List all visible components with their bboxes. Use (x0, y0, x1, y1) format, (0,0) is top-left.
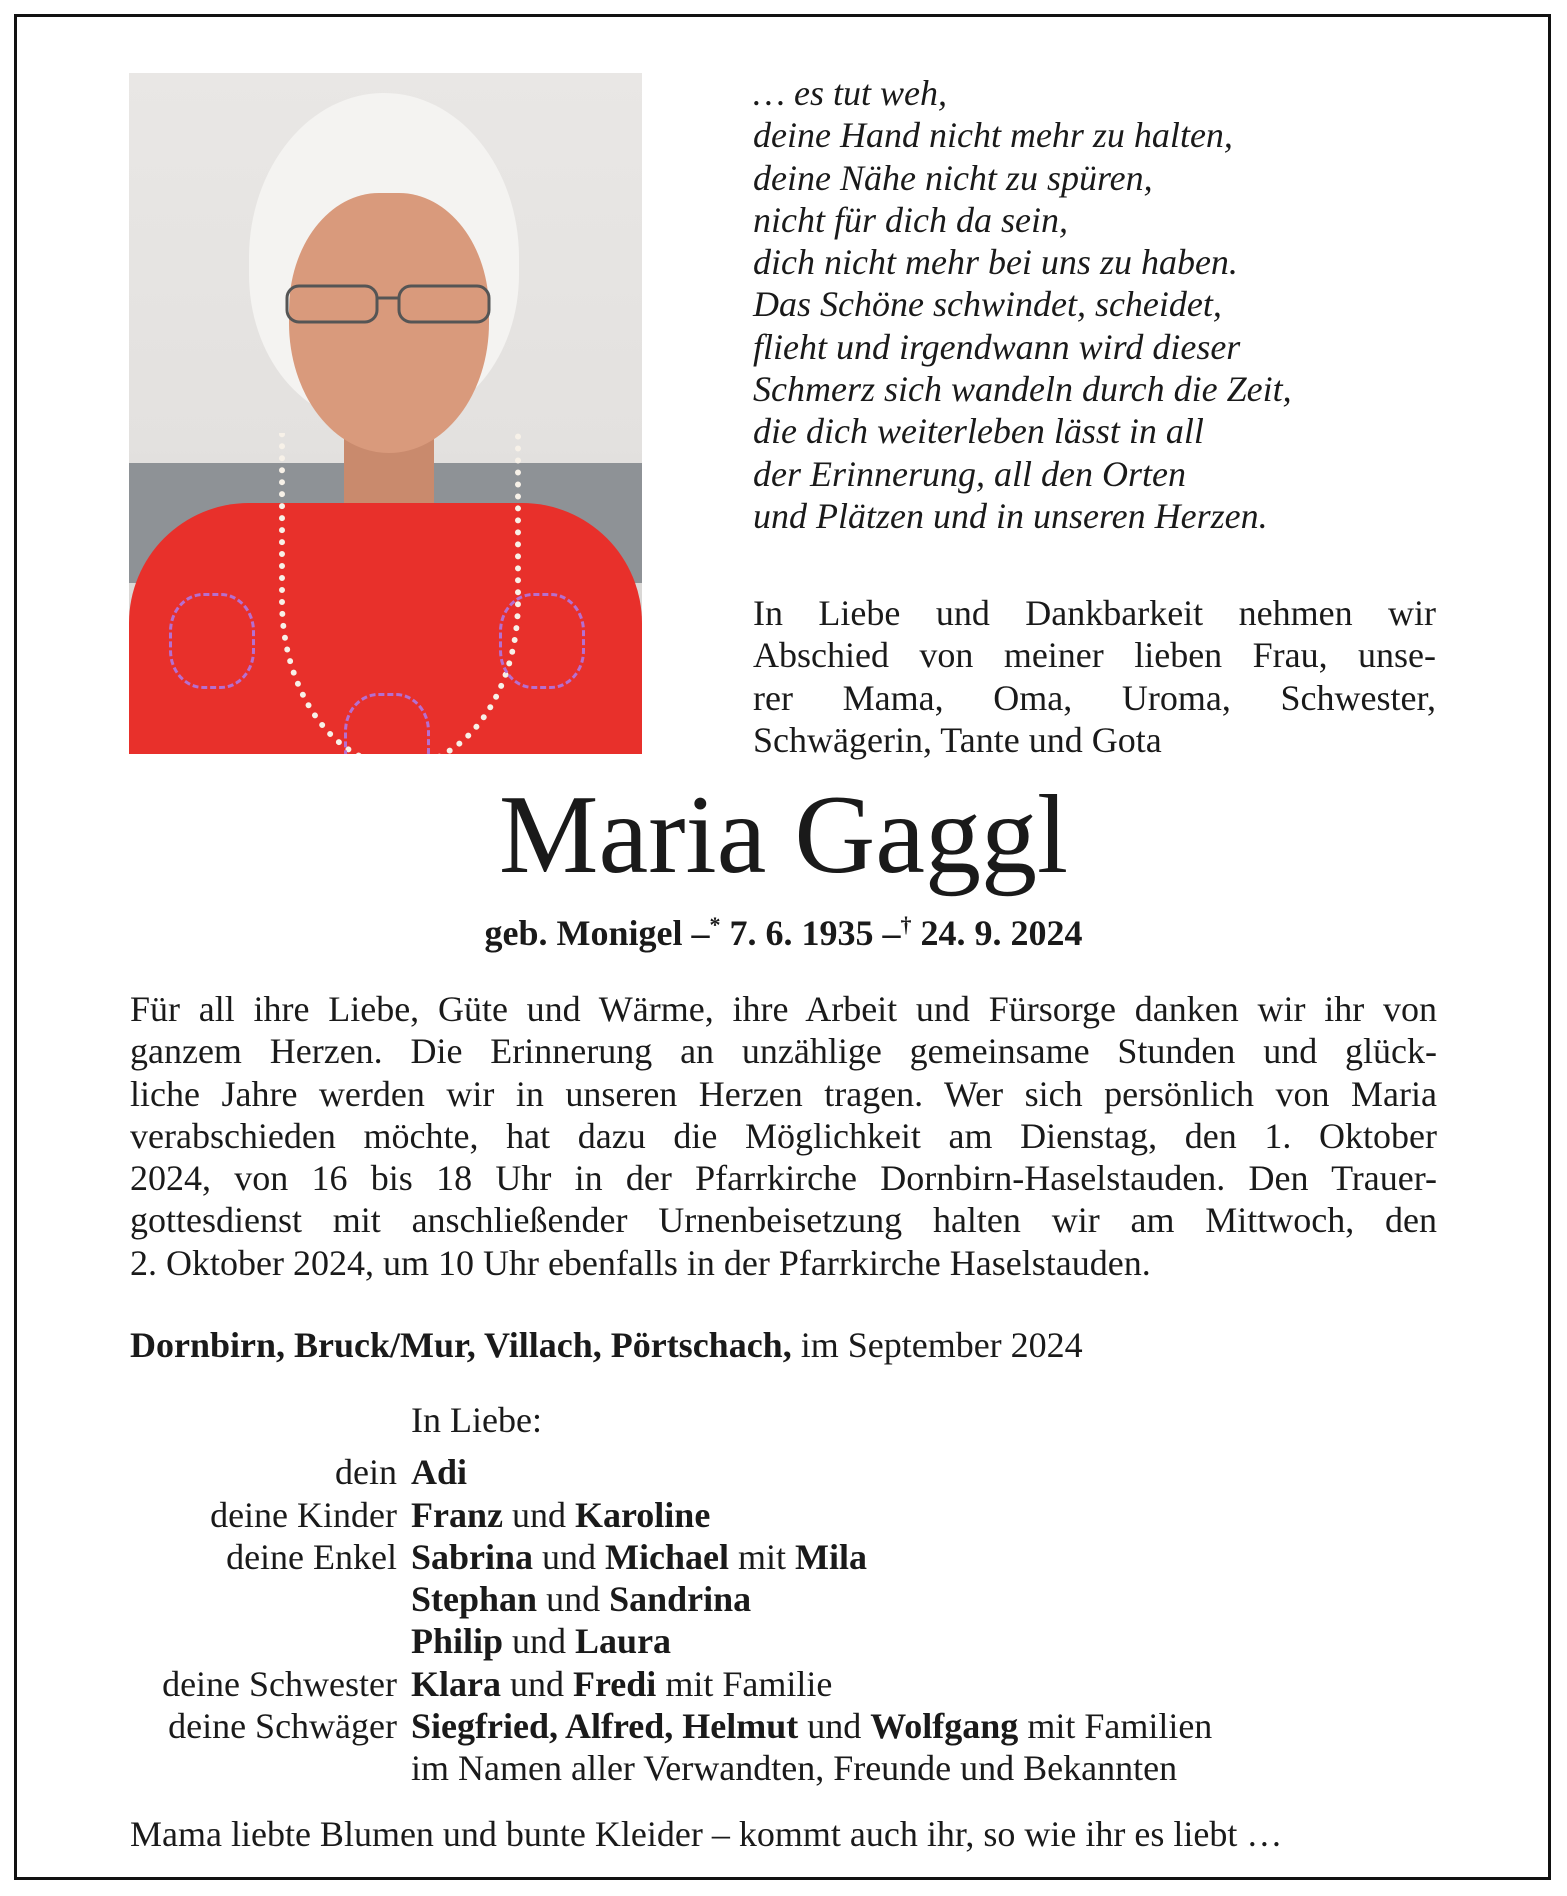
mourner-names (411, 1451, 467, 1493)
mourner-names (411, 1663, 832, 1705)
butterfly-icon (344, 693, 430, 754)
mourner-name: Adi (411, 1452, 468, 1493)
body-line: verabschieden möchte, hat dazu die Möglichkeit am Dienstag, den 1. Oktober (130, 1115, 1437, 1156)
body-line: gottesdienst mit anschließender Urnenbeisetzung halten wir am Mittwoch, den (130, 1200, 1437, 1241)
deceased-name: Maria Gaggl (498, 773, 1069, 897)
relation-label: deine Enkel (226, 1536, 397, 1577)
mourner-name: Michael (605, 1536, 730, 1577)
death-date: 24. 9. 2024 (911, 913, 1083, 953)
poem-line: Schmerz sich wandeln durch die Zeit, (753, 369, 1292, 410)
connector-text: und (503, 1621, 576, 1662)
mourner-names (411, 1578, 751, 1620)
body-line: 2. Oktober 2024, um 10 Uhr ebenfalls in der Pfarrkirche Haselstauden. (130, 1242, 1151, 1283)
mourner-names (411, 1620, 671, 1662)
mourner-row (0, 1620, 1567, 1662)
connector-text: und (500, 1663, 573, 1704)
intro-line: In Liebe und Dankbarkeit nehmen wir (753, 593, 1436, 633)
mourner-name: Philip (411, 1621, 504, 1662)
connector-text: mit Familien (1018, 1706, 1213, 1747)
mourner-row (0, 1747, 1567, 1789)
butterfly-icon (499, 593, 585, 689)
relation-label (0, 1747, 411, 1789)
relation-label: deine Schwester (162, 1663, 397, 1704)
closing-line: Mama liebte Blumen und bunte Kleider – kommt auch ihr, so wie ihr es liebt … (130, 1814, 1283, 1854)
connector-text: im Namen aller Verwandten, Freunde und Bekannten (411, 1748, 1178, 1789)
poem-line: Das Schöne schwindet, scheidet, (753, 284, 1222, 325)
portrait-photo (129, 73, 642, 754)
birth-date: 7. 6. 1935 – (720, 913, 901, 953)
poem-line: und Plätzen und in unseren Herzen. (753, 495, 1268, 536)
mourner-names (411, 1494, 710, 1536)
connector-text: mit Familie (656, 1663, 833, 1704)
signoff-heading: In Liebe: (411, 1400, 542, 1440)
mourner-row (0, 1578, 1567, 1620)
intro-line: Schwägerin, Tante und Gota (753, 719, 1162, 760)
mourner-row (0, 1536, 1567, 1578)
poem-line: dich nicht mehr bei uns zu haben. (753, 242, 1238, 283)
poem-line: deine Hand nicht mehr zu halten, (753, 115, 1233, 156)
relation-label (0, 1620, 411, 1662)
body-line: ganzem Herzen. Die Erinnerung an unzählige gemeinsame Stunden und glück- (130, 1031, 1437, 1072)
mourner-name: Karoline (574, 1494, 711, 1535)
connector-text: und (537, 1579, 610, 1620)
mourner-row (0, 1494, 1567, 1536)
poem-line: deine Nähe nicht zu spüren, (753, 157, 1153, 198)
connector-text: und (533, 1536, 606, 1577)
relation-label: deine Schwäger (168, 1706, 397, 1747)
mourner-names (411, 1705, 1212, 1747)
mourner-name: Sandrina (609, 1579, 752, 1620)
body-line: 2024, von 16 bis 18 Uhr in der Pfarrkirche Dornbirn-Haselstauden. Den Trauer- (130, 1158, 1437, 1199)
connector-text: mit (729, 1536, 796, 1577)
mourner-name: Mila (795, 1536, 868, 1577)
poem-line: der Erinnerung, all den Orten (753, 453, 1186, 494)
mourner-row (0, 1705, 1567, 1747)
mourner-row (0, 1663, 1567, 1705)
poem-line: die dich weiterleben lässt in all (753, 411, 1204, 452)
mourner-name: Laura (575, 1621, 672, 1662)
intro-paragraph (753, 592, 1436, 761)
glasses-icon (279, 278, 504, 328)
towns: Dornbirn, Bruck/Mur, Villach, Pörtschach, (130, 1325, 792, 1365)
birth-mark: * (709, 912, 721, 937)
mourner-name: Franz (411, 1494, 503, 1535)
mourner-names (411, 1536, 867, 1578)
relation-label (0, 1578, 411, 1620)
month-year: im September 2024 (791, 1325, 1083, 1365)
mourner-name: Stephan (411, 1579, 538, 1620)
mourner-names (411, 1747, 1177, 1789)
butterfly-icon (169, 593, 255, 689)
poem-line: nicht für dich da sein, (753, 199, 1068, 240)
relation-label: dein (335, 1452, 397, 1493)
mourner-name: Siegfried, Alfred, Helmut (411, 1706, 799, 1747)
death-cross: † (900, 912, 912, 937)
signoff (0, 1399, 1567, 1790)
life-dates (0, 912, 1567, 954)
body-line: liche Jahre werden wir in unseren Herzen tragen. Wer sich persönlich von Maria (130, 1073, 1437, 1114)
mourner-name: Fredi (572, 1663, 657, 1704)
intro-line: rer Mama, Oma, Uroma, Schwester, (753, 677, 1436, 718)
body-line: Für all ihre Liebe, Güte und Wärme, ihre Arbeit und Fürsorge danken wir ihr von (130, 989, 1437, 1029)
poem-line: … es tut weh, (753, 73, 947, 113)
connector-text: und (502, 1494, 575, 1535)
mourner-name: Wolfgang (870, 1706, 1019, 1747)
connector-text: und (798, 1706, 871, 1747)
mourner-name: Klara (411, 1663, 501, 1704)
maiden-name: geb. Monigel – (484, 913, 710, 953)
intro-line: Abschied von meiner lieben Frau, unse- (753, 635, 1436, 676)
mourner-row (0, 1451, 1567, 1493)
body-paragraph (130, 988, 1437, 1284)
mourner-name: Sabrina (411, 1536, 534, 1577)
place-date-line (130, 1324, 1083, 1366)
poem-line: flieht und irgendwann wird dieser (753, 326, 1241, 367)
poem (753, 72, 1292, 537)
relation-label: deine Kinder (210, 1494, 397, 1535)
